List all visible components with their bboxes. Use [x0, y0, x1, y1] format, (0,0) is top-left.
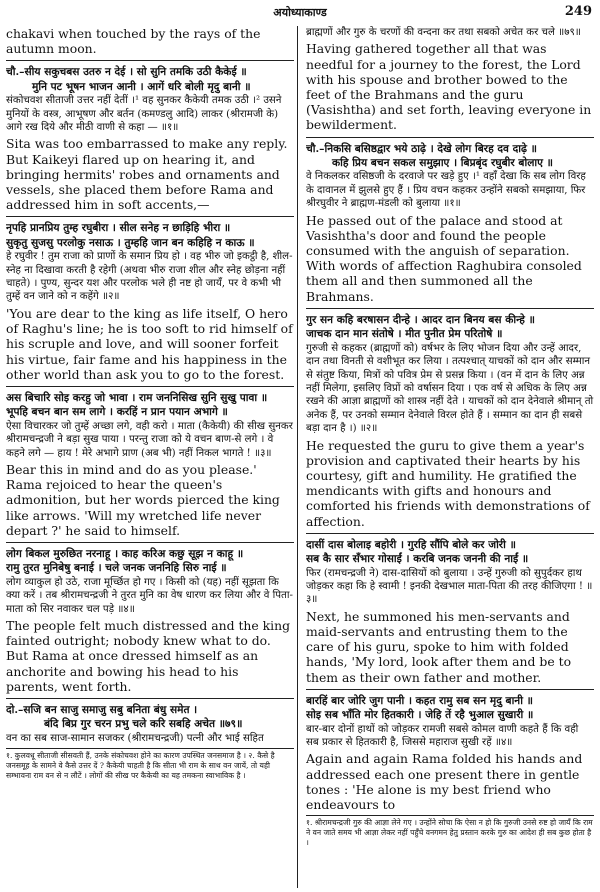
verse-line: बंदि बिप्र गुर चरन प्रभु चले करि सबहि अचेत ॥७९॥ [44, 718, 243, 731]
verse-line: नृपहि प्रानप्रिय तुम्ह रघुबीरा । सील सनेह न छाड़िहि भीरा ॥ [6, 222, 231, 235]
verse-line: बारहिं बार जोरि जुग पानी । कहत रामु सब सन मृदु बानी ॥ [306, 694, 533, 707]
hindi-translation: वे निकलकर वसिष्ठजी के दरवाजे पर खड़े हुए ।¹ वहाँ देखा कि सब लोग विरह के दावानल में झुलसे हुए हैं । प्रिय वचन कहकर उन्होंने सबको समझाया, फिर श्रीरघुवीर ने ब्राह्मण-मंडली को बुलाया ॥१॥ [306, 171, 586, 210]
verse-line: चौ.–सीय सकुचबस उतरु न देई । सो सुनि तमकि उठी कैकेई ॥ [6, 66, 247, 79]
hindi-translation: ऐसा विचारकर जो तुम्हें अच्छा लगे, वही करो । माता (कैकेयी) की सीख सुनकर श्रीरामचन्द्रजी ने बड़ा सुख पाया । परन्तु राजा को ये वचन बाण-से लगे । वे कहने लगे — हाय ! मेरे अभागे प्राण (अब भी) नहीं निकल भागते ! ॥३॥ [6, 420, 293, 459]
hindi-translation: फिर (रामचन्द्रजी ने) दास-दासियों को बुलाया । उन्हें गुरुजी को सुपुर्दकर हाथ जोड़कर कहा कि हे स्वामी ! इनकी देखभाल माता-पिता की तरह कीजिएगा ! ॥३॥ [306, 567, 593, 606]
verse-divider [6, 216, 294, 217]
verse-line: चौ.–निकसि बसिष्ठद्वार भये ठाढ़े । देखे लोग बिरह दव दाढ़े ॥ [306, 142, 537, 155]
footnote-divider [306, 815, 594, 816]
verse-line: दासीं दास बोलाइ बहोरी । गुरहि सौंपि बोले कर जोरी ॥ [306, 538, 516, 551]
verse-block [306, 142, 594, 171]
page-header [8, 4, 592, 22]
hindi-translation: गुरुजी से कहकर (ब्राह्मणों को) वर्षभर के लिए भोजन दिया और उन्हें आदर, दान तथा विनती से वशीभूत कर लिया । तत्पश्चात् याचकों को दान और सम्मान से संतुष्ट किया, मित्रों को पवित्र प्रेम से प्रसन्न किया । (वन में दान के लिए अन्न नहीं मिलेगा, इसलिए विप्रों को वर्षासन दिया । एक वर्ष से अधिक के लिए अन्न रखने की आज्ञा ब्राह्मणों को शास्त्र नहीं देते । याचकों को दान देनेवाले श्रीमान् तो अनेक हैं, पर उनको सम्मान देनेवाले विरल होते हैं । सम्मान का दान ही सबसे बड़ा दान है ।) ॥२॥ [306, 342, 594, 435]
verse-divider [306, 533, 594, 534]
verse-divider [6, 698, 294, 699]
english-paragraph: chakavi when touched by the rays of the autumn moon. [6, 26, 261, 57]
verse-block [306, 313, 594, 342]
verse-line: सब कै सार सँभार गोसाईं । करबि जनक जननी की नाईं ॥ [306, 553, 529, 566]
verse-divider [6, 386, 294, 387]
page-number: 249 [564, 4, 592, 19]
footnote: १. कुलवधू सीताजी सीसवती हैं, उनके संकोचवश होने का कारण उपस्थित जनसमाज है । २. कैसे है जनसमूह के सामने वे कैसे उत्तर दें ? कैकेयी चाहती है कि सीता भी राम के साथ वन जायें, तो यही सम्भावना राम वन से न लौटें । लोगों की सीख पर कैकेयी का यह तमकना स्वाभाविक है । [6, 751, 275, 780]
doha-block [6, 703, 294, 732]
verse-line: लोग बिकल मुरुछित नरनाहू । काह करिअ कछु सूझ न काहू ॥ [6, 547, 244, 560]
right-column [306, 26, 594, 888]
verse-divider [6, 542, 294, 543]
running-head: अयोध्याकाण्ड [273, 6, 327, 19]
english-paragraph: The people felt much distressed and the king fainted outright; nobody knew what to do. But Rama at once dressed himself as an anchorite and bowing his head to his parents, went forth. [6, 617, 291, 694]
column-divider [297, 26, 298, 888]
hindi-translation: हे रघुवीर ! तुम राजा को प्राणों के समान प्रिय हो । वह भीरु जो इकट्ठी है, शील-स्नेह ना दिखावा करती है रहेगी (अथवा भीरु राजा शील और स्नेह छोड़ना नहीं चाहते) । पुण्य, सुन्दर यश और परलोक भले ही नष्ट हो जायँ, पर वे कभी भी तुम्हें वन जाने को न कहेंगे ॥२॥ [6, 251, 293, 303]
verse-line: जाचक दान मान संतोषे । मीत पुनीत प्रेम परितोषे ॥ [306, 328, 503, 341]
english-paragraph: He requested the guru to give them a year's provision and captivated their hearts by his courtesy, gift and humility. He gratified the mendicants with gifts and honours and comforted his friends with demonstrations of affection. [306, 437, 590, 529]
english-paragraph: Again and again Rama folded his hands and addressed each one present there in gentle tones : 'He alone is my best friend who endeavours to [306, 751, 583, 813]
verse-divider [306, 137, 594, 138]
verse-divider [6, 60, 294, 61]
verse-line: सोइ सब भाँति मोर हितकारी । जेहि तें रहै भुआल सुखारी ॥ [306, 709, 534, 722]
english-paragraph: Bear this in mind and do as you please.' Rama rejoiced to hear the queen's admonition, but her words pierced the king like arrows. 'Will my wretched life never depart ?' he said to himself. [6, 461, 280, 538]
footnote: १. श्रीरामचन्द्रजी गुरु की आज्ञा लेने गए । उन्होंने सोचा कि ऐसा न हो कि गुरुजी उनसे रुष्ट हो जायँ कि राम ने वन जाते समय भी आज्ञा लेकर नहीं पहुँचे वनगमन हेतु प्रस्तान करके गुरु का आदेश ही सब कुछ होता है । [306, 818, 593, 847]
english-paragraph: Next, he summoned his men-servants and maid-servants and entrusting them to the care of his guru, spoke to him with folded hands, 'My lord, look after them and be to them as their own father and mother. [306, 608, 572, 685]
verse-block [6, 65, 294, 94]
hindi-translation: संकोचवश सीताजी उत्तर नहीं देतीं ।¹ वह सुनकर कैकेयी तमक उठी ।² उसने मुनियों के वस्त्र, आभूषण और बर्तन (कमण्डलु आदि) लाकर (श्रीरामजी के) आगे रख दिये और मीठी वाणी से कहा — ॥१॥ [6, 95, 282, 134]
verse-line: सुकृतु सुजसु परलोकु नसाऊ । तुम्हहि जान बन कहिहि न काऊ ॥ [6, 236, 255, 249]
verse-block [306, 538, 594, 567]
verse-divider [306, 689, 594, 690]
english-paragraph: Sita was too embarrassed to make any reply. But Kaikeyi flared up on hearing it, and bringing hermits' robes and ornaments and vessels, she placed them before Rama and addressed him in soft accents,— [6, 136, 288, 213]
footnote-divider [6, 748, 294, 749]
left-column [6, 26, 294, 888]
hindi-translation: ब्राह्मणों और गुरु के चरणों की वन्दना कर तथा सबको अचेत कर चले ॥७९॥ [306, 27, 581, 38]
english-paragraph: He passed out of the palace and stood at Vasishtha's door and found the people consumed with the anguish of separation. With words of affection Raghubira consoled them all and then summoned all the Brahmans. [306, 212, 582, 304]
verse-line: गुर सन कहि बरषासन दीन्हे । आदर दान बिनय बस कीन्हे ॥ [306, 313, 535, 326]
verse-block [6, 547, 294, 576]
verse-block [306, 694, 594, 723]
verse-line: भूपहि बचन बान सम लागे । करहिं न प्रान पयान अभागे ॥ [6, 406, 228, 419]
verse-line: अस बिचारि सोइ करहु जो भावा । राम जननिसिख सुनि सुखु पावा ॥ [6, 391, 268, 404]
verse-line: मुनि पट भूषन भाजन आनी । आगें धरि बोली मृदु बानी ॥ [32, 80, 251, 93]
english-paragraph: 'You are dear to the king as life itself, O hero of Raghu's line; he is too soft to rid himself of his scruple and love, and will sooner forfeit his virtue, fair fame and his happiness in the other world than ask you to go to the forest. [6, 305, 293, 382]
hindi-translation: लोग व्याकुल हो उठे, राजा मूर्च्छित हो गए । किसी को (यह) नहीं सूझता कि क्या करें । तब श्रीरामचन्द्रजी ने तुरत मुनि का वेष धारण कर लिया और वे पिता-माता को सिर नवाकर चल पड़े ॥४॥ [6, 576, 293, 615]
verse-block [6, 391, 294, 420]
verse-divider [306, 308, 594, 309]
verse-block [6, 221, 294, 250]
hindi-translation: वन का सब साज-सामान सजकर (श्रीरामचन्द्रजी) पत्नी और भाई सहित [6, 732, 264, 744]
hindi-translation: बार-बार दोनों हाथों को जोड़कर रामजी सबसे कोमल वाणी कहते हैं कि वही सब प्रकार से हितकारी है, जिससे महाराज सुखी रहें ॥४॥ [306, 723, 579, 749]
english-paragraph: Having gathered together all that was needful for a journey to the forest, the Lord with his spouse and brother bowed to the feet of the Brahmans and the guru (Vasishtha) and set forth, leaving everyone in bewilderment. [306, 41, 592, 133]
verse-line: रामु तुरत मुनिबेषु बनाई । चले जनक जननिहि सिरु नाई ॥ [6, 562, 227, 575]
verse-line: कहि प्रिय बचन सकल समुझाए । बिप्रबृंद रघुबीर बोलाए ॥ [332, 157, 554, 170]
verse-line: दो.–सजि बन साजु समाजु सबु बनिता बंधु समेत । [6, 704, 198, 716]
